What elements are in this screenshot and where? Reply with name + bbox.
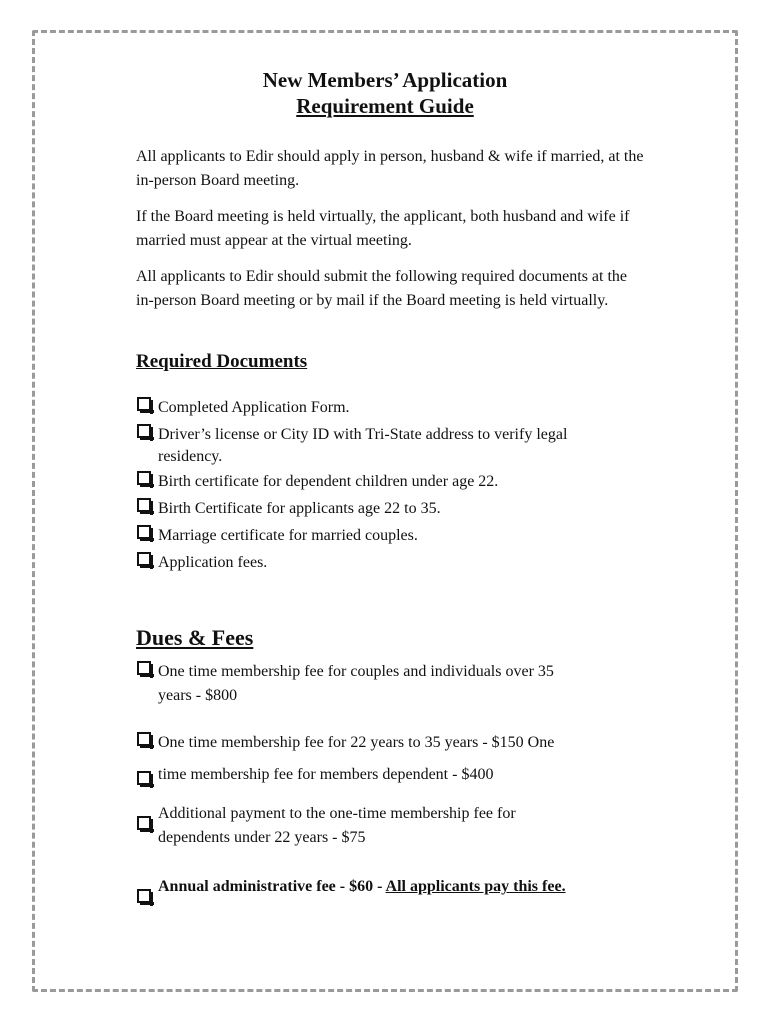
checkbox-icon[interactable] [137,424,151,438]
document-subtitle: Requirement Guide [296,94,474,118]
doc-item-drivers-license: Driver’s license or City ID with Tri-State address to verify legal [158,426,568,443]
fee-item-over-35: One time membership fee for couples and individuals over 35 [158,663,554,680]
required-documents-heading: Required Documents [136,351,308,372]
fee-item-over-35-cont: years - $800 [158,687,238,704]
checkbox-icon[interactable] [137,498,151,512]
annual-fee-note: All applicants pay this fee. [385,878,566,895]
checkbox-icon[interactable] [137,889,151,903]
checkbox-icon[interactable] [137,471,151,485]
checkbox-icon[interactable] [137,661,151,675]
fee-item-22-to-35: One time membership fee for 22 years to 35 years - $150 One [158,734,555,751]
checkbox-icon[interactable] [137,732,151,746]
checkbox-icon[interactable] [137,397,151,411]
fee-item-additional-payment: Additional payment to the one-time membership fee for [158,805,516,822]
doc-item-birth-certificate-children: Birth certificate for dependent children under age 22. [158,473,499,490]
checkbox-icon[interactable] [137,771,151,785]
intro-paragraph-3: All applicants to Edir should submit the following required documents at the in-person Board meeting or by mail if the Board meeting is held virtually. [136,268,628,309]
checkbox-icon[interactable] [137,525,151,539]
fee-item-annual-admin [158,876,638,898]
checkbox-icon[interactable] [137,816,151,830]
fee-item-dependent: time membership fee for members dependent - $400 [158,766,494,783]
doc-item-application-fees: Application fees. [158,554,268,571]
doc-item-marriage-certificate: Marriage certificate for married couples. [158,527,418,544]
intro-paragraph-1: All applicants to Edir should apply in person, husband & wife if married, at the in-person Board meeting. [136,148,644,189]
dues-fees-heading: Dues & Fees [136,625,254,650]
checkbox-icon[interactable] [137,552,151,566]
intro-paragraph-2: If the Board meeting is held virtually, the applicant, both husband and wife if married must appear at the virtual meeting. [136,208,630,249]
annual-fee-text: Annual administrative fee - $60 - [158,878,386,895]
fee-item-additional-payment-cont: dependents under 22 years - $75 [158,829,366,846]
doc-item-birth-certificate-applicants: Birth Certificate for applicants age 22 to 35. [158,500,441,517]
doc-item-application-form: Completed Application Form. [158,399,350,416]
document-title: New Members’ Application [262,68,508,92]
doc-item-drivers-license-cont: residency. [158,448,223,465]
